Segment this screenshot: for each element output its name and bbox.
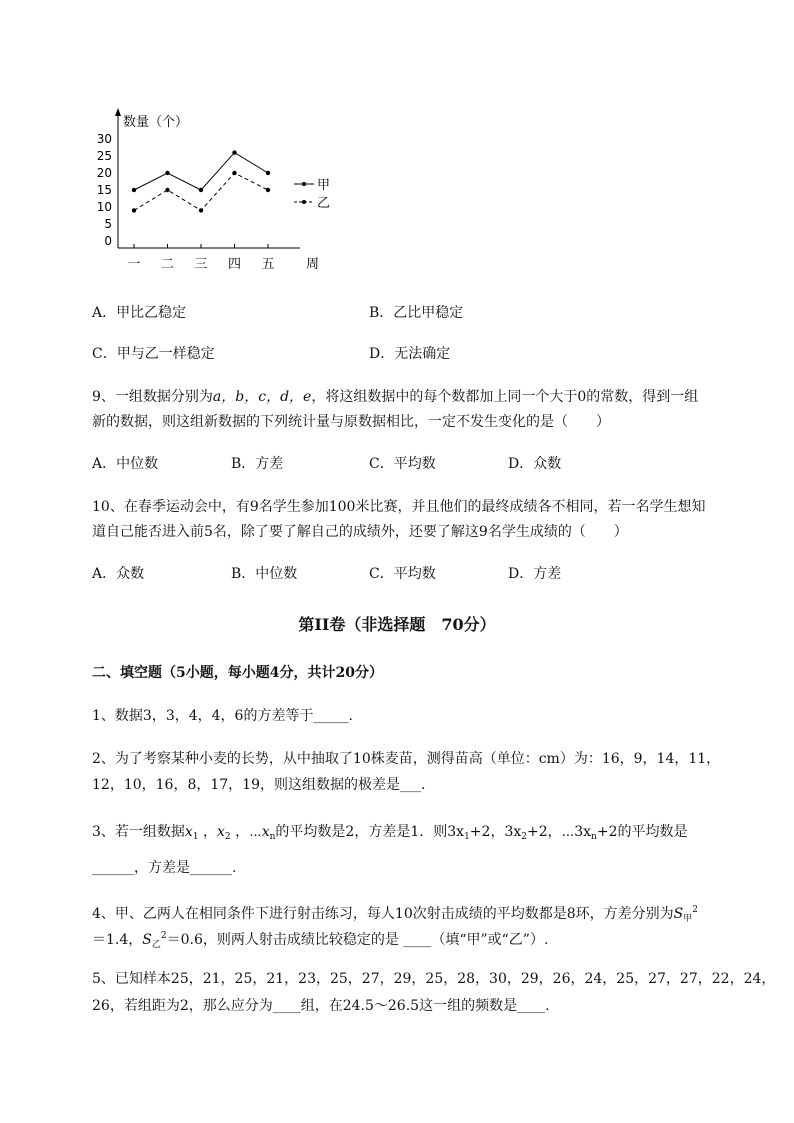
fill-q4-line-2: ＝1.4，$S_乙^2=0.6$，则两人射击成绩比较稳定的是 ____（填“甲”或“乙”）. [92,931,549,950]
q10-option-c: C．平均数 [369,566,436,582]
fill-q3-line-2: ______，方差是______. [92,860,237,876]
x-tick-label: 四 [227,257,242,272]
q8-option-c: C．甲与乙一样稳定 [92,346,215,362]
fill-q4-line-1: 4、甲、乙两人在相同条件下进行射击练习，每人10次射击成绩的平均数都是8环，方差分别为$S_甲^2$ [92,905,698,924]
q8-option-b: B．乙比甲稳定 [369,305,464,321]
fill-q3-line-1: 3、若一组数据$x_1$ ，$x_2$ ，$\cdots x_n$的平均数是2，方差是1．则$3x_1+2$，$3x_2+2$，$\cdots 3x_n+2$的平均数是 [92,824,688,842]
data-point-jia [232,150,236,154]
q10-option-a: A．众数 [92,566,145,582]
data-point-jia [132,188,136,192]
fill-in-heading: 二、填空题（5小题，每小题4分，共计20分） [92,665,383,681]
data-point-yi [132,208,136,212]
q8-option-d: D．无法确定 [369,346,451,362]
y-tick-label: 15 [96,183,112,197]
fill-q5-line-2: 26，若组距为2，那么应分为____组，在24.5～26.5这一组的频数是____. [92,998,550,1014]
data-point-jia [165,171,169,175]
fill-q5-line-1: 5、已知样本25，21，25，21，23，25，27，29，25，28，30，29，26，24，25，27，27，22，24， [92,971,776,987]
data-point-yi [199,208,203,212]
q10-line-1: 10、在春季运动会中，有9名学生参加100米比赛，并且他们的最终成绩各不相同，若一名学生想知 [92,499,706,515]
legend [294,178,330,211]
y-tick-label: 10 [96,200,112,214]
legend-marker-yi [302,200,306,204]
section-title: 第II卷（非选择题 70分） [298,615,496,634]
y-axis-arrow [115,108,121,116]
q9-line-1: 9、一组数据分别为a，b，c，d，e，将这组数据中的每个数都加上同一个大于0的常数，得到一组 [92,389,699,405]
x-tick-label: 二 [160,257,175,272]
data-point-yi [266,188,270,192]
data-point-yi [165,188,169,192]
x-tick-label: 五 [261,257,275,272]
fill-q1: 1、数据3，3，4，4，6的方差等于_____. [92,708,353,724]
y-tick-label: 25 [96,149,112,163]
q9-option-b: B．方差 [231,456,284,472]
x-tick-label: 三 [194,257,208,272]
line-chart [90,100,350,280]
y-tick-label: 30 [96,132,112,146]
q10-option-d: D．方差 [508,566,562,582]
q9-line-2: 新的数据，则这组新数据的下列统计量与原数据相比，一定不发生变化的是（ ） [92,414,610,430]
y-axis-label: 数量（个） [123,115,189,130]
data-point-jia [266,171,270,175]
fill-q2-line-2: 12，10，16，8，17，19，则这组数据的极差是___. [92,777,426,793]
q10-line-2: 道自己能否进入前5名，除了要了解自己的成绩外，还要了解这9名学生成绩的（ ） [92,524,628,540]
q8-option-a: A．甲比乙稳定 [92,305,187,321]
data-point-yi [232,171,236,175]
y-tick-label: 0 [104,234,112,248]
y-tick-label: 20 [96,166,112,180]
y-tick-label: 5 [104,217,112,231]
series-line-jia [134,153,268,190]
x-axis-label: 周 [306,257,320,272]
q10-option-b: B．中位数 [231,566,298,582]
legend-label-yi: 乙 [317,196,331,211]
x-tick-label: 一 [127,257,141,272]
legend-marker-jia [302,182,306,186]
fill-q2-line-1: 2、为了考察某种小麦的长势，从中抽取了10株麦苗，测得苗高（单位：cm）为：16，9，14，11， [92,751,721,767]
q9-option-a: A．中位数 [92,456,159,472]
q9-option-c: C．平均数 [369,456,436,472]
data-point-jia [199,188,203,192]
legend-label-jia: 甲 [317,178,331,193]
q9-option-d: D．众数 [508,456,562,472]
q9-vars: a，b，c，d，e [212,389,312,405]
